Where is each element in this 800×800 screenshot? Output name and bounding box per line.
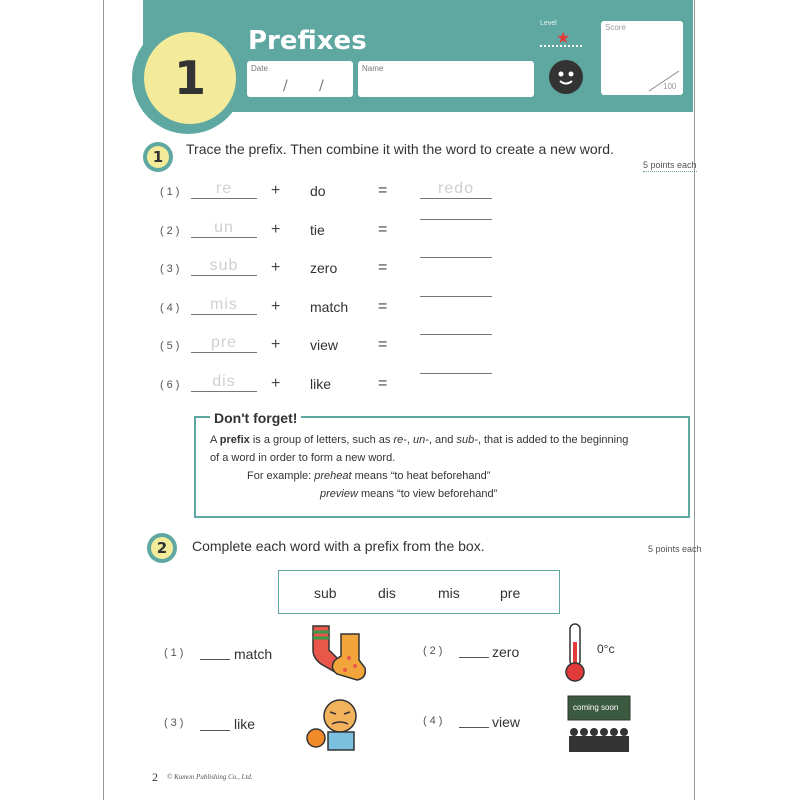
equals-sign: = bbox=[378, 221, 388, 238]
answer-field[interactable] bbox=[420, 219, 492, 220]
item-word: match bbox=[234, 646, 273, 662]
answer-field[interactable] bbox=[420, 334, 492, 335]
note-line: A prefix is a group of letters, such as re-, un-, and sub-, that is added to the beginning bbox=[210, 434, 629, 446]
plus-sign: + bbox=[271, 375, 281, 392]
row-number: (6) bbox=[160, 379, 183, 391]
name-field[interactable] bbox=[358, 61, 534, 97]
item-word: view bbox=[492, 714, 521, 730]
date-separator: / bbox=[319, 78, 324, 94]
answer-blank[interactable] bbox=[200, 730, 230, 731]
item-number: (1) bbox=[164, 647, 187, 659]
section-number-badge bbox=[143, 142, 173, 172]
section-number: 2 bbox=[151, 537, 173, 559]
plus-sign: + bbox=[271, 259, 281, 276]
note-line: For example: preheat means “to heat beforehand” bbox=[247, 470, 491, 482]
equals-sign: = bbox=[378, 375, 388, 392]
prefix-trace[interactable]: re bbox=[191, 180, 257, 199]
equals-sign: = bbox=[378, 298, 388, 315]
lesson-number: 1 bbox=[144, 32, 236, 124]
copyright: © Kumon Publishing Co., Ltd. bbox=[167, 773, 253, 781]
item-word: zero bbox=[492, 644, 520, 660]
points-label: 5 points each bbox=[643, 160, 697, 170]
answer-blank[interactable] bbox=[200, 659, 230, 660]
section-number-badge bbox=[147, 533, 177, 563]
base-word: like bbox=[310, 376, 332, 392]
prefix-trace[interactable]: sub bbox=[191, 257, 257, 276]
prefix-trace[interactable]: mis bbox=[191, 296, 257, 315]
answer-blank[interactable] bbox=[459, 657, 489, 658]
date-separator: / bbox=[283, 78, 288, 94]
section-instruction: Complete each word with a prefix from the box. bbox=[192, 538, 485, 554]
score-max: 100 bbox=[663, 82, 677, 91]
level-label: Level bbox=[540, 20, 557, 27]
plus-sign: + bbox=[271, 182, 281, 199]
answer-field[interactable]: redo bbox=[420, 180, 492, 199]
item-number: (3) bbox=[164, 717, 187, 729]
box-word: sub bbox=[314, 585, 337, 601]
answer-blank[interactable] bbox=[459, 727, 489, 728]
note-title: Don't forget! bbox=[210, 410, 301, 426]
plus-sign: + bbox=[271, 336, 281, 353]
base-word: match bbox=[310, 299, 349, 315]
face-icon bbox=[549, 60, 583, 94]
page-title: Prefixes bbox=[248, 26, 367, 56]
base-word: tie bbox=[310, 222, 325, 238]
base-word: do bbox=[310, 183, 326, 199]
thermometer-label: 0°c bbox=[597, 642, 615, 656]
name-label: Name bbox=[362, 64, 384, 73]
page-number: 2 bbox=[152, 770, 158, 784]
answer-field[interactable] bbox=[420, 257, 492, 258]
note-box bbox=[194, 416, 690, 518]
box-word: mis bbox=[438, 585, 460, 601]
row-number: (1) bbox=[160, 186, 183, 198]
base-word: view bbox=[310, 337, 339, 353]
star-icon: ★ bbox=[556, 28, 571, 47]
level-line bbox=[540, 45, 582, 47]
answer-field[interactable] bbox=[420, 296, 492, 297]
note-line: of a word in order to form a new word. bbox=[210, 452, 396, 464]
prefix-trace[interactable]: un bbox=[191, 219, 257, 238]
score-label: Score bbox=[605, 23, 626, 32]
box-word: pre bbox=[500, 585, 521, 601]
item-number: (4) bbox=[423, 715, 446, 727]
box-word: dis bbox=[378, 585, 396, 601]
row-number: (2) bbox=[160, 225, 183, 237]
date-label: Date bbox=[251, 64, 268, 73]
row-number: (3) bbox=[160, 263, 183, 275]
note-line: preview means “to view beforehand” bbox=[320, 488, 498, 500]
item-word: like bbox=[234, 716, 256, 732]
points-label: 5 points each bbox=[648, 544, 702, 554]
plus-sign: + bbox=[271, 221, 281, 238]
row-number: (5) bbox=[160, 340, 183, 352]
prefix-trace[interactable]: dis bbox=[191, 373, 257, 392]
section-instruction: Trace the prefix. Then combine it with the word to create a new word. bbox=[186, 141, 614, 157]
sign-text: coming soon bbox=[573, 703, 619, 712]
item-number: (2) bbox=[423, 645, 446, 657]
row-number: (4) bbox=[160, 302, 183, 314]
answer-field[interactable] bbox=[420, 373, 492, 374]
equals-sign: = bbox=[378, 259, 388, 276]
boy-disliking-icon bbox=[302, 694, 372, 752]
base-word: zero bbox=[310, 260, 338, 276]
socks-icon bbox=[305, 622, 377, 686]
equals-sign: = bbox=[378, 182, 388, 199]
equals-sign: = bbox=[378, 336, 388, 353]
prefix-trace[interactable]: pre bbox=[191, 334, 257, 353]
thermometer-icon bbox=[560, 622, 600, 684]
section-number: 1 bbox=[147, 146, 169, 168]
plus-sign: + bbox=[271, 298, 281, 315]
